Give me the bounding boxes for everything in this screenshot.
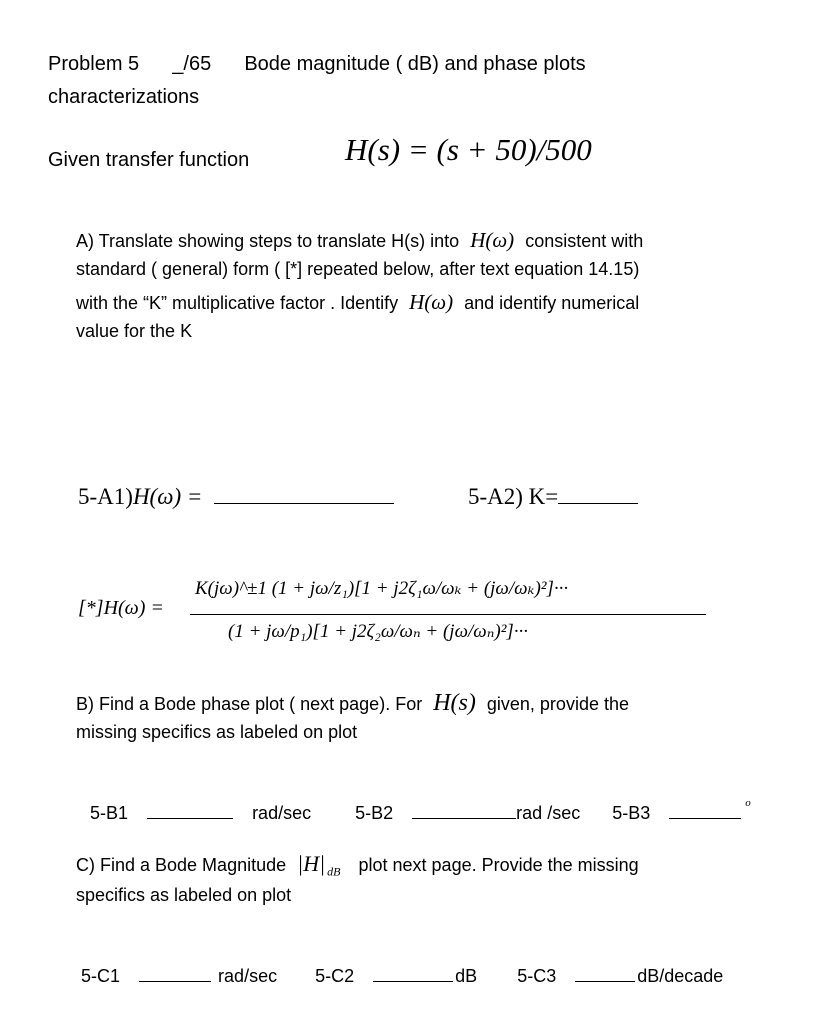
answer-5-C3-label: 5-C3 [517, 966, 557, 986]
partB-line1-symbol: H(s) [433, 690, 476, 716]
partC-line1-text: C) Find a Bode Magnitude [76, 855, 287, 875]
answer-5-B1-unit: rad/sec [252, 803, 312, 823]
answer-5-A1-blank[interactable] [214, 502, 394, 504]
given-label: Given transfer function [48, 149, 250, 171]
answer-5-B1-label: 5-B1 [90, 803, 129, 823]
answers-B-row [90, 797, 751, 824]
formula-fraction-bar [190, 614, 706, 615]
answer-5-B1-blank[interactable] [147, 817, 233, 819]
answer-5-C2-label: 5-C2 [315, 966, 355, 986]
formula-denominator: (1 + jω/p₁)[1 + j2ζ₂ω/ωₙ + (jω/ωₙ)²]··· [228, 621, 529, 642]
answer-5-C2-blank[interactable] [373, 980, 453, 982]
answer-5-A2-label: 5-A2) K= [468, 484, 559, 509]
partC-line1-tail: plot next page. Provide the missing [358, 855, 639, 875]
answer-5-B2-blank[interactable] [412, 817, 516, 819]
problem-number: Problem 5 [48, 53, 140, 75]
formula-numerator: K(jω)^±1 (1 + jω/z₁)[1 + j2ζ₁ω/ωₖ + (jω/ωₖ)²]··· [195, 578, 569, 599]
answer-5-A1-label: 5-A1) [78, 484, 133, 509]
answer-5-C1-blank[interactable] [139, 980, 211, 982]
answer-5-A2 [468, 484, 638, 510]
answer-5-A2-blank[interactable] [558, 502, 638, 504]
answer-5-B2-unit: rad /sec [516, 803, 581, 823]
answer-5-C3-unit: dB/decade [637, 966, 724, 986]
answer-5-C3-blank[interactable] [575, 980, 635, 982]
answer-5-B3-unit: o [745, 797, 751, 809]
problem-score: _/65 [172, 53, 212, 75]
answer-5-C1-label: 5-C1 [81, 966, 121, 986]
partC-line1 [76, 851, 639, 880]
answer-5-C2-unit: dB [455, 966, 478, 986]
answer-5-B3-blank[interactable] [669, 817, 741, 819]
partA-line4: value for the K [76, 321, 193, 341]
answer-5-B3-label: 5-B3 [612, 803, 651, 823]
partB-line1-tail: given, provide the [486, 694, 629, 714]
problem-header [48, 53, 586, 76]
partA-line1-tail: consistent with [525, 231, 644, 251]
partC-line1-subscript: dB [327, 864, 341, 879]
given-equation: H(s) = (s + 50)/500 [345, 132, 592, 167]
partA-line3 [76, 290, 639, 315]
answer-5-B2-label: 5-B2 [355, 803, 394, 823]
answers-C-row [81, 966, 723, 987]
problem-title: Bode magnitude ( dB) and phase plots [244, 53, 586, 75]
answer-5-A1 [78, 484, 394, 510]
partC-line1-symbol: |H| [297, 851, 326, 876]
formula-label: [*]H(ω) = [78, 597, 164, 619]
partC-line2: specifics as labeled on plot [76, 885, 292, 905]
answer-5-A1-symbol: H(ω) = [132, 484, 203, 509]
partB-line1-text: B) Find a Bode phase plot ( next page). For [76, 694, 423, 714]
partA-line1-symbol: H(ω) [470, 228, 515, 252]
partA-line3-text: with the “K” multiplicative factor . Identify [76, 293, 399, 313]
partA-line1-text: A) Translate showing steps to translate H(s) into [76, 231, 460, 251]
partB-line1 [76, 690, 629, 717]
partA-line3-tail: and identify numerical [464, 293, 640, 313]
partA-line3-symbol: H(ω) [409, 290, 454, 314]
partB-line2: missing specifics as labeled on plot [76, 722, 358, 742]
partA-line2: standard ( general) form ( [*] repeated below, after text equation 14.15) [76, 259, 640, 279]
answer-5-C1-unit: rad/sec [218, 966, 278, 986]
problem-title-line2: characterizations [48, 86, 200, 108]
partA-line1 [76, 228, 643, 253]
